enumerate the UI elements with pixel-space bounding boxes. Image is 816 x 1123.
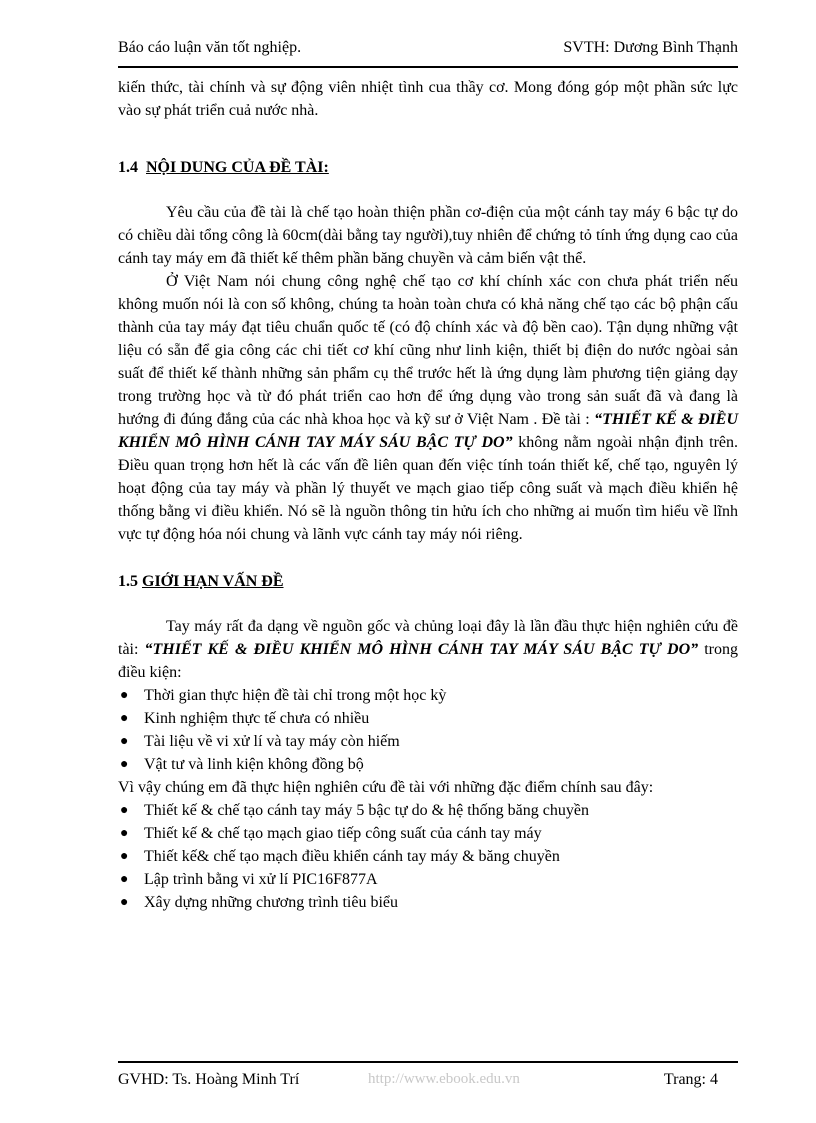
- bullet-icon: ●: [120, 711, 129, 726]
- paragraph: [118, 270, 738, 546]
- document-body: [118, 76, 738, 914]
- page-number: Trang: 4: [663, 1071, 718, 1088]
- paragraph-text: không nằm ngoài nhận định trên. Điều quan trọng hơn hết là các vấn đề liên quan đến việc tính toán thiết kế, chế tạo, nguyên lý hoạt động của tay máy và phần lý thuyết ve mạch giao tiếp công suất và mạch điều khiển hệ thống bằng vi điều khiển. Nó sẽ là nguồn thông tin hửu ích cho những ai muốn tìm hiểu về lĩnh vực tự động hóa nói chung và lãnh vực cánh tay máy nói riêng.: [118, 434, 738, 543]
- section-heading-1-4: [118, 156, 738, 179]
- footer-advisor: GVHD: Ts. Hoàng Minh Trí: [118, 1071, 300, 1088]
- footer-watermark-url: http://www.ebook.edu.vn: [368, 1071, 520, 1087]
- list-item: ● Thiết kế & chế tạo mạch giao tiếp công suất của cánh tay máy: [118, 822, 738, 845]
- section-title: GIỚI HẠN VẤN ĐỀ: [142, 573, 284, 590]
- page-header: [118, 36, 738, 68]
- bullet-icon: ●: [120, 895, 129, 910]
- list-item: ● Vật tư và linh kiện không đồng bộ: [118, 753, 738, 776]
- bullet-icon: ●: [120, 826, 129, 841]
- paragraph: Yêu cầu của đề tài là chế tạo hoàn thiện phần cơ-điện của một cánh tay máy 6 bậc tự do có chiều dài tổng công là 60cm(dài bằng tay người),tuy nhiên để chứng tỏ tính ứng dụng cao của cánh tay máy em đã thiết kế thêm phần băng chuyền và cảm biến vật thể.: [118, 204, 738, 267]
- header-title: Báo cáo luận văn tốt nghiệp.: [118, 39, 302, 56]
- section-heading-1-5: [118, 570, 738, 593]
- intro-paragraph: kiến thức, tài chính và sự động viên nhiệt tình cua thầy cơ. Mong đóng góp một phần sức lực vào sự phát triển cuả nước nhà.: [118, 79, 738, 119]
- list-item: ● Thời gian thực hiện đề tài chỉ trong một học kỳ: [118, 684, 738, 707]
- bullet-icon: ●: [120, 757, 129, 772]
- section-number: 1.5: [118, 573, 138, 590]
- paragraph: Vì vậy chúng em đã thực hiện nghiên cứu đề tài với những đặc điểm chính sau đây:: [118, 779, 654, 796]
- paragraph-text: Tay máy rất đa dạng về nguồn gốc và chủng loại đây là lần đầu thực hiện nghiên cứu đề tài:: [118, 618, 738, 658]
- list-item: ● Tài liệu về vi xử lí và tay máy còn hiếm: [118, 730, 738, 753]
- section-number: 1.4: [118, 159, 138, 176]
- bullet-icon: ●: [120, 688, 129, 703]
- header-author: SVTH: Dương Bình Thạnh: [563, 39, 738, 56]
- section-title: NỘI DUNG CỦA ĐỀ TÀI:: [146, 159, 329, 176]
- list-item: ● Thiết kế & chế tạo cánh tay máy 5 bậc tự do & hệ thống băng chuyền: [118, 799, 738, 822]
- bullet-list-conditions: [118, 684, 738, 776]
- list-item: ● Thiết kế& chế tạo mạch điều khiển cánh tay máy & băng chuyền: [118, 845, 738, 868]
- bullet-icon: ●: [120, 734, 129, 749]
- list-item: ● Xây dựng những chương trình tiêu biểu: [118, 891, 738, 914]
- page-footer: [118, 1061, 738, 1093]
- bullet-icon: ●: [120, 803, 129, 818]
- paragraph-text: trong điều kiện:: [118, 641, 738, 681]
- bullet-list-features: [118, 799, 738, 914]
- thesis-title-emphasis: “THIẾT KẾ & ĐIỀU KHIỂN MÔ HÌNH CÁNH TAY MÁY SÁU BẬC TỰ DO”: [118, 411, 739, 451]
- list-item: ● Lập trình bằng vi xử lí PIC16F877A: [118, 868, 738, 891]
- paragraph-text: Ở Việt Nam nói chung công nghệ chế tạo cơ khí chính xác con chưa phát triển nếu không muốn nói là con số không, chúng ta hoàn toàn chưa có khả năng chế tạo các bộ phận cấu thành của tay máy đạt tiêu chuẩn quốc tế (có độ chính xác và độ bền cao). Tận dụng những vật liệu có sẵn để gia công các chi tiết cơ khí cũng như linh kiện, thiết bị điện do nước ngòai sản suất để thiết kế thành những sản phẩm cụ thể trước hết là ứng dụng làm phương tiện giảng dạy trong trường học và từ đó phát triển cao hơn để ứng dụng vào trong sản suất đã và đang là hướng đi đúng đắng của các nhà khoa học và kỹ sư ở Việt Nam . Đề tài :: [118, 273, 738, 428]
- thesis-title-emphasis: “THIẾT KẾ & ĐIỀU KHIỂN MÔ HÌNH CÁNH TAY MÁY SÁU BẬC TỰ DO”: [144, 641, 699, 658]
- paragraph: [118, 615, 738, 684]
- list-item: ● Kinh nghiệm thực tế chưa có nhiều: [118, 707, 738, 730]
- bullet-icon: ●: [120, 849, 129, 864]
- bullet-icon: ●: [120, 872, 129, 887]
